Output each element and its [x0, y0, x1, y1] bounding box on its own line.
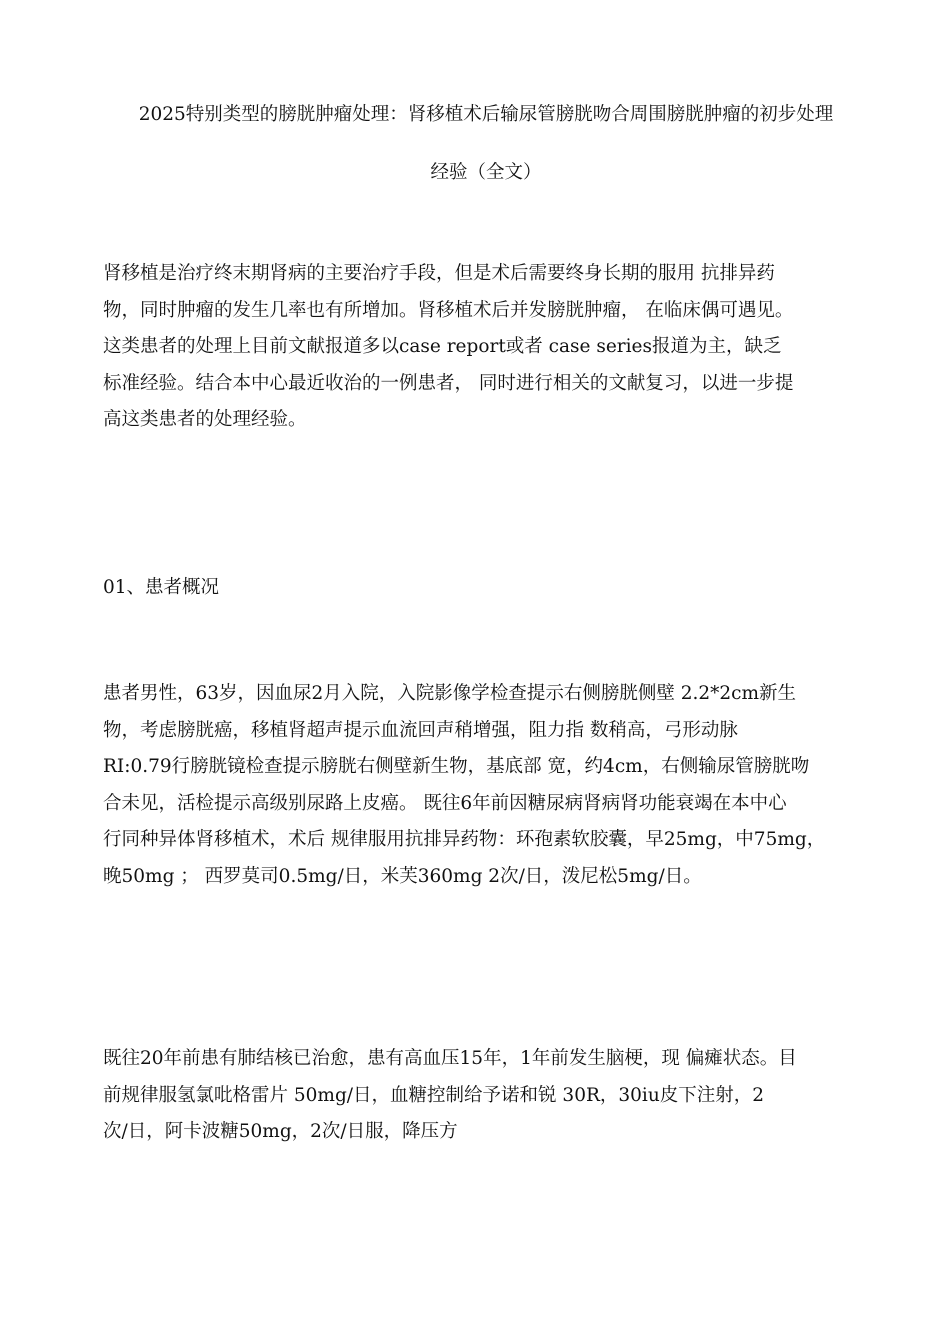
text-line: 次/日，阿卡波糖50mg，2次/日服，降压方 — [103, 1121, 458, 1142]
intro-paragraph — [103, 256, 873, 439]
text-line: 标准经验。结合本中心最近收治的一例患者， 同时进行相关的文献复习，以进一步提 — [103, 372, 794, 394]
title-line-2: 经验（全文） — [430, 162, 542, 183]
patient-history-paragraph — [103, 676, 873, 895]
text-line: 既往20年前患有肺结核已治愈，患有高血压15年，1年前发生脑梗，现 偏瘫状态。目 — [103, 1048, 797, 1069]
text-line: 合未见，活检提示高级别尿路上皮癌。 既往6年前因糖尿病肾病肾功能衰竭在本中心 — [103, 792, 787, 814]
text-line: 前规律服氢氯吡格雷片 50mg/日，血糖控制给予诺和锐 30R，30iu皮下注射，2 — [103, 1084, 765, 1106]
past-history-paragraph — [103, 1041, 873, 1151]
text-line: 高这类患者的处理经验。 — [103, 409, 307, 430]
text-line: 肾移植是治疗终末期肾病的主要治疗手段，但是术后需要终身长期的服用 抗排异药 — [103, 263, 775, 284]
document-title — [96, 86, 876, 202]
text-line: 物，同时肿瘤的发生几率也有所增加。肾移植术后并发膀胱肿瘤， 在临床偶可遇见。 — [103, 299, 794, 321]
text-line: 物，考虑膀胱癌，移植肾超声提示血流回声稍增强，阻力指 数稍高，弓形动脉 — [103, 719, 738, 741]
text-line: 晚50mg ； 西罗莫司0.5mg/日，米芙360mg 2次/日，泼尼松5mg/日。 — [103, 865, 702, 887]
text-line: 这类患者的处理上目前文献报道多以case report或者 case series报道为主，缺乏 — [103, 336, 782, 357]
section-heading: 01、患者概况 — [103, 577, 220, 598]
text-line: RI:0.79行膀胱镜检查提示膀胱右侧壁新生物，基底部 宽，约4cm，右侧输尿管膀胱吻 — [103, 756, 810, 777]
text-line: 患者男性，63岁，因血尿2月入院，入院影像学检查提示右侧膀胱侧壁 2.2*2cm新生 — [103, 683, 797, 704]
title-line-1: 2025特别类型的膀胱肿瘤处理：肾移植术后输尿管膀胱吻合周围膀胱肿瘤的初步处理 — [138, 104, 834, 125]
text-line: 行同种异体肾移植术，术后 规律服用抗排异药物：环孢素软胶囊，早25mg，中75mg， — [103, 829, 826, 850]
